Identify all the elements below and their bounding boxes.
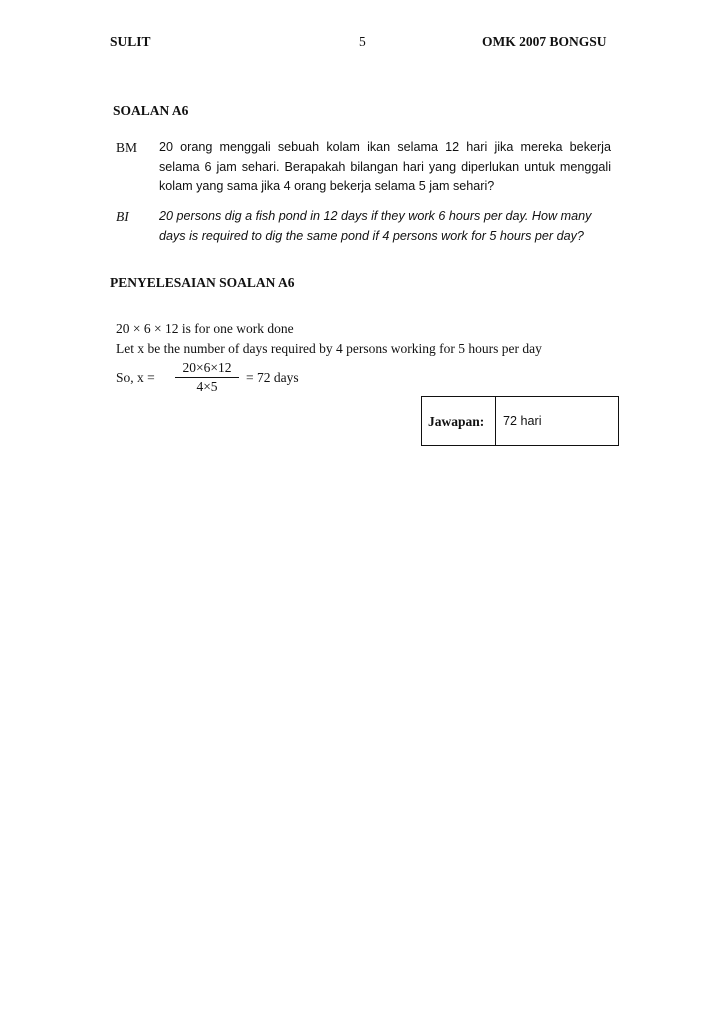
- fraction-denominator: 4×5: [196, 379, 218, 394]
- bi-question-text: 20 persons dig a fish pond in 12 days if they work 6 hours per day. How many days is required to dig the same pond if 4 persons work for 5 hours per day?: [159, 209, 592, 243]
- bm-question-text: 20 orang menggali sebuah kolam ikan selama 12 hari jika mereka bekerja selama 6 jam sehari. Berapakah bilangan hari yang diperlukan untuk menggali kolam yang sama jika 4 orang bekerja selama 5 jam sehari?: [159, 140, 611, 194]
- solution-line-let-x: Let x be the number of days required by 4 persons working for 5 hours per day: [116, 341, 542, 356]
- answer-label: Jawapan:: [422, 397, 496, 445]
- page-number: 5: [359, 34, 366, 49]
- solution-fraction: [175, 360, 239, 395]
- solution-so-label: So, x =: [116, 370, 155, 385]
- question-title: SOALAN A6: [113, 103, 189, 118]
- solution-line-work-done: 20 × 6 × 12 is for one work done: [116, 321, 294, 336]
- bi-language-tag: BI: [116, 209, 129, 224]
- solution-title: PENYELESAIAN SOALAN A6: [110, 275, 295, 290]
- bm-language-tag: BM: [116, 140, 138, 155]
- header-right-label: OMK 2007 BONGSU: [482, 34, 607, 49]
- answer-box: [421, 396, 619, 446]
- header-left-label: SULIT: [110, 34, 151, 49]
- answer-value: 72 hari: [503, 414, 542, 428]
- fraction-numerator: 20×6×12: [175, 360, 239, 378]
- solution-result: = 72 days: [246, 370, 299, 385]
